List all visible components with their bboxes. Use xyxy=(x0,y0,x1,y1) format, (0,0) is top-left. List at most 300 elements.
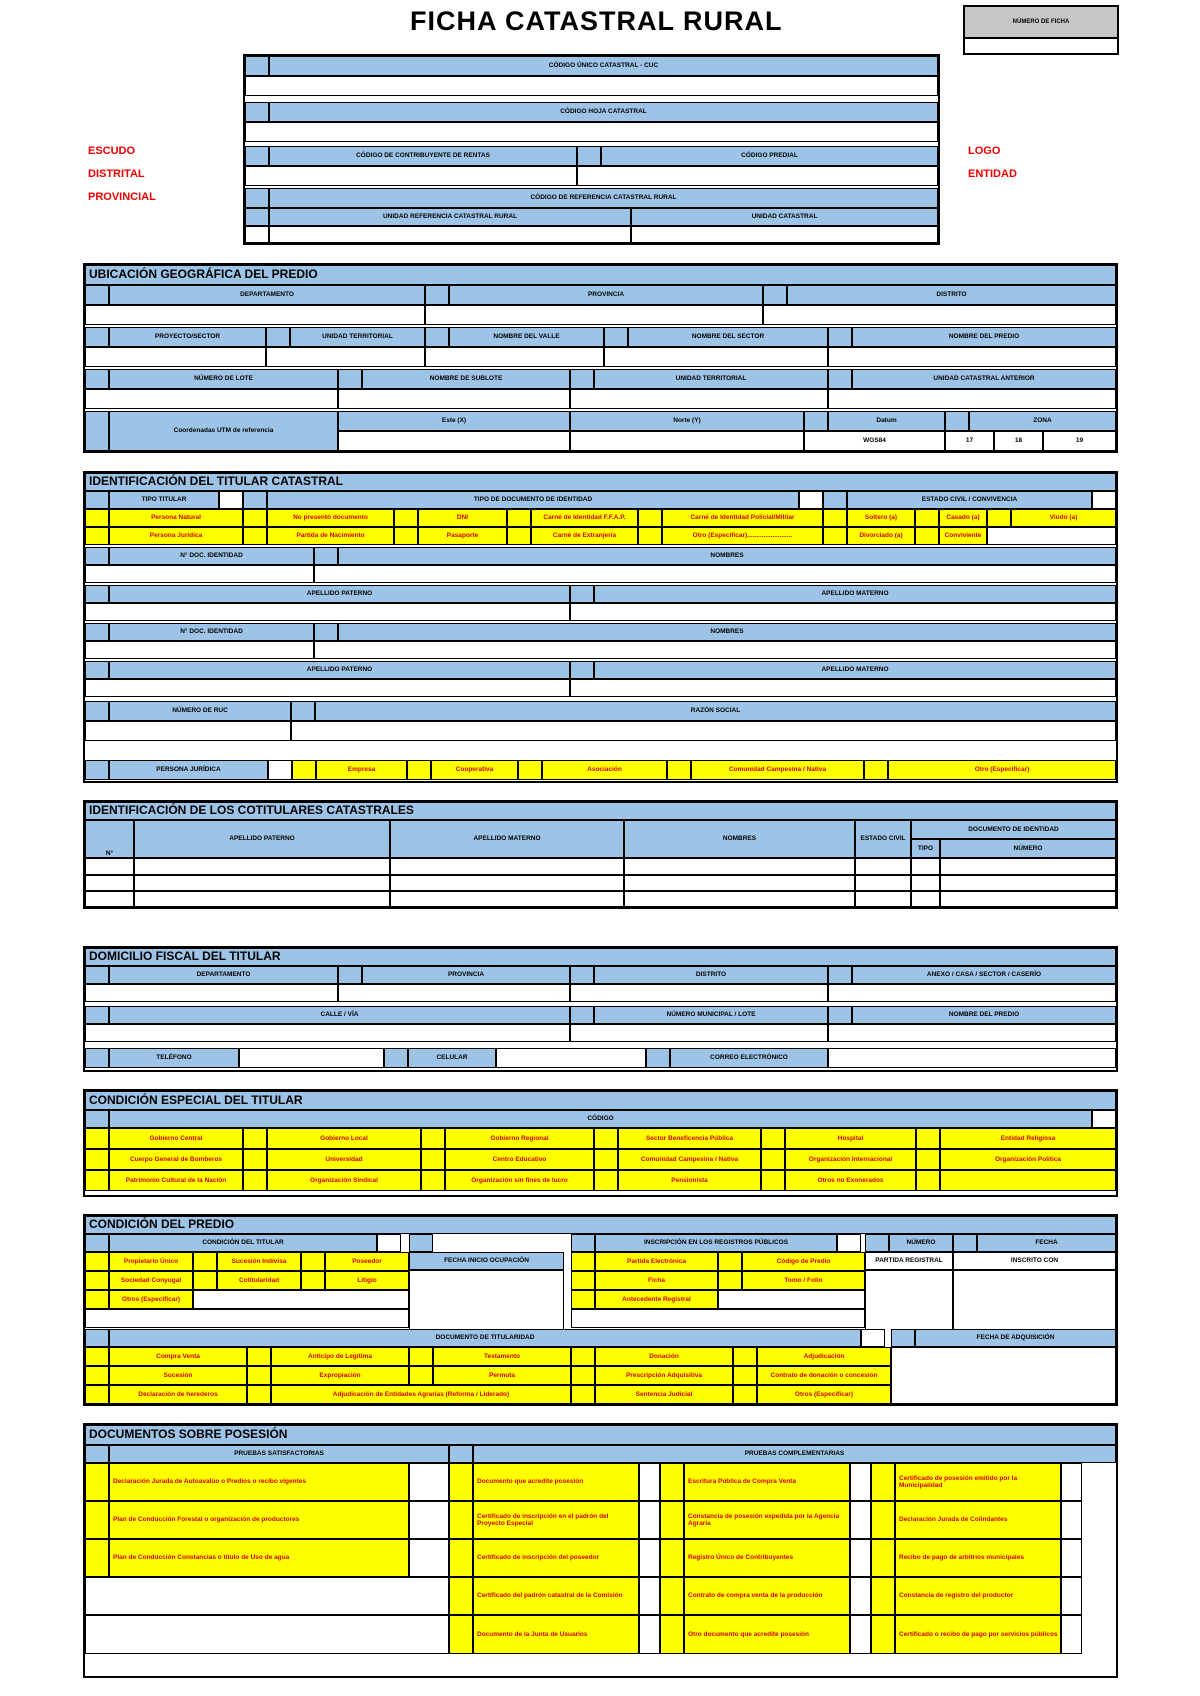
ap-mat-input-2[interactable] xyxy=(570,679,1116,697)
pruebas-sat-item[interactable]: Plan de Conducción Forestal o organización de productores xyxy=(109,1501,409,1539)
field-number xyxy=(638,527,662,545)
celular-input[interactable] xyxy=(496,1048,646,1068)
dom-predio-input[interactable] xyxy=(828,1024,1116,1042)
field-number xyxy=(85,701,109,721)
unidad-ref-input[interactable] xyxy=(269,226,631,243)
cond-esp-option[interactable]: Sector Beneficencia Pública xyxy=(618,1128,761,1149)
field-number xyxy=(85,1006,109,1024)
titular-title: IDENTIFICACIÓN DEL TITULAR CATASTRAL xyxy=(85,473,1116,491)
top-code-block xyxy=(243,54,940,245)
antecedente-input[interactable] xyxy=(718,1290,865,1309)
cond-esp-option[interactable]: Gobierno Local xyxy=(267,1128,421,1149)
field-number xyxy=(828,369,852,389)
field-number xyxy=(243,1128,267,1149)
inscripcion-option[interactable]: Tomo / Folio xyxy=(742,1271,865,1290)
pruebas-comp-item[interactable]: Registro Único de Contribuyentes xyxy=(684,1539,850,1577)
check-cell[interactable] xyxy=(1061,1615,1082,1654)
table-cell[interactable] xyxy=(624,875,855,891)
field-number xyxy=(85,1501,109,1539)
dom-distrito-label: DISTRITO xyxy=(594,966,828,984)
cond-titular-option[interactable]: Litigio xyxy=(325,1271,409,1290)
ruc-input[interactable] xyxy=(85,721,291,741)
inscripcion-option[interactable]: Partida Electrónica xyxy=(595,1252,718,1271)
escudo-line-2: DISTRITAL xyxy=(88,168,145,180)
dom-calle-input[interactable] xyxy=(85,1024,570,1042)
pers-jur-input[interactable] xyxy=(268,760,292,780)
zona-17[interactable]: 17 xyxy=(945,431,994,451)
table-cell[interactable] xyxy=(390,858,624,875)
check-cell[interactable] xyxy=(639,1463,660,1501)
field-number xyxy=(247,1385,271,1404)
field-number xyxy=(247,1347,271,1366)
field-number xyxy=(384,1048,408,1068)
field-number xyxy=(85,411,109,451)
opt-carne-ext[interactable]: Carné de Extranjería xyxy=(531,527,638,545)
cond-esp-codigo-input[interactable] xyxy=(1092,1110,1116,1128)
table-cell[interactable] xyxy=(940,875,1116,891)
col-estado: ESTADO CIVIL xyxy=(855,820,911,858)
field-number xyxy=(85,491,109,509)
opt-viudo[interactable]: Viudo (a) xyxy=(1011,509,1116,527)
doc-option[interactable]: Testamento xyxy=(433,1347,571,1366)
empty-cell xyxy=(987,527,1116,545)
valle-input[interactable] xyxy=(425,347,604,367)
field-number xyxy=(85,1128,109,1149)
titular-section xyxy=(83,471,1118,783)
cuc-input[interactable] xyxy=(245,76,938,96)
pruebas-comp-item[interactable]: Constancia de registro del productor xyxy=(895,1577,1061,1615)
tipo-doc-label: TIPO DE DOCUMENTO DE IDENTIDAD xyxy=(267,491,799,509)
cond-esp-option[interactable] xyxy=(940,1170,1116,1191)
table-cell[interactable] xyxy=(85,891,134,907)
cond-esp-option[interactable]: Organización Internacional xyxy=(785,1149,916,1170)
pruebas-comp-item[interactable]: Contrato de compra venta de la producción xyxy=(684,1577,850,1615)
opt-empresa[interactable]: Empresa xyxy=(316,760,407,780)
departamento-input[interactable] xyxy=(85,305,425,325)
cond-esp-option[interactable]: Entidad Religiosa xyxy=(940,1128,1116,1149)
pruebas-comp-item[interactable]: Constancia de posesión expedida por la Agencia Agraria xyxy=(684,1501,850,1539)
cond-titular-option[interactable]: Sucesión Indivisa xyxy=(217,1252,301,1271)
proyecto-input[interactable] xyxy=(85,347,266,367)
cond-esp-option[interactable]: Hospital xyxy=(785,1128,916,1149)
empty-cell xyxy=(85,1615,449,1654)
field-number xyxy=(449,1577,473,1615)
ap-pat-input-2[interactable] xyxy=(85,679,570,697)
check-cell[interactable] xyxy=(850,1615,871,1654)
field-number xyxy=(660,1463,684,1501)
doc-option[interactable]: Sucesión xyxy=(109,1366,247,1385)
check-cell[interactable] xyxy=(1061,1501,1082,1539)
field-number xyxy=(85,1149,109,1170)
predial-input[interactable] xyxy=(577,166,938,186)
table-cell[interactable] xyxy=(134,875,390,891)
check-cell[interactable] xyxy=(639,1539,660,1577)
nombre-predio-label: NOMBRE DEL PREDIO xyxy=(852,327,1116,347)
field-number xyxy=(449,1501,473,1539)
field-number xyxy=(916,1149,940,1170)
inscripcion-option[interactable]: Código de Predio xyxy=(742,1252,865,1271)
unidad-input[interactable] xyxy=(631,226,938,243)
sector-input[interactable] xyxy=(604,347,828,367)
opt-casado[interactable]: Casado (a) xyxy=(939,509,987,527)
ap-mat-label-2: APELLIDO MATERNO xyxy=(594,661,1116,679)
field-number xyxy=(245,188,269,208)
doc-titularidad-input[interactable] xyxy=(861,1329,885,1347)
nro-doc-label: N° DOC. IDENTIDAD xyxy=(109,547,314,565)
pruebas-comp-item[interactable]: Escritura Pública de Compra Venta xyxy=(684,1463,850,1501)
table-cell[interactable] xyxy=(134,891,390,907)
ruc-label: NÚMERO DE RUC xyxy=(109,701,291,721)
ap-pat-label-2: APELLIDO PATERNO xyxy=(109,661,570,679)
opt-conviviente[interactable]: Conviviente xyxy=(939,527,987,545)
lote-label: NÚMERO DE LOTE xyxy=(109,369,338,389)
check-cell[interactable] xyxy=(1061,1539,1082,1577)
fecha-adq-input[interactable] xyxy=(891,1347,1116,1404)
opt-soltero[interactable]: Soltero (a) xyxy=(847,509,915,527)
ficha-number-box[interactable] xyxy=(963,5,1119,55)
doc-option[interactable]: Prescripción Adquisitiva xyxy=(595,1366,733,1385)
cond-esp-option[interactable]: Organización Sindical xyxy=(267,1170,421,1191)
ap-pat-input[interactable] xyxy=(85,603,570,621)
cond-esp-option[interactable]: Centro Educativo xyxy=(445,1149,594,1170)
field-number xyxy=(421,1128,445,1149)
check-cell[interactable] xyxy=(1061,1577,1082,1615)
field-number xyxy=(571,1347,595,1366)
check-cell[interactable] xyxy=(639,1615,660,1654)
field-number xyxy=(85,1110,109,1128)
correo-input[interactable] xyxy=(828,1048,1116,1068)
ucat-ant-input[interactable] xyxy=(828,389,1116,409)
table-cell[interactable] xyxy=(85,875,134,891)
distrito-input[interactable] xyxy=(763,305,1116,325)
field-number xyxy=(245,208,269,226)
pruebas-comp-item[interactable]: Certificado de posesión emitido por la Municipalidad xyxy=(895,1463,1061,1501)
doc-option[interactable]: Sentencia Judicial xyxy=(595,1385,733,1404)
field-number xyxy=(916,1170,940,1191)
field-number xyxy=(421,1149,445,1170)
opt-otro-doc[interactable]: Otro (Especificar)......................... xyxy=(662,527,823,545)
check-cell[interactable] xyxy=(850,1463,871,1501)
unidad-territorial-input[interactable] xyxy=(266,347,425,367)
zona-18[interactable]: 18 xyxy=(994,431,1043,451)
field-number xyxy=(915,527,939,545)
provincia-input[interactable] xyxy=(425,305,763,325)
cond-esp-option[interactable]: Pensionista xyxy=(618,1170,761,1191)
field-number xyxy=(85,966,109,984)
condicion-predio-section xyxy=(83,1214,1118,1406)
sublote-input[interactable] xyxy=(338,389,570,409)
doc-option[interactable]: Donación xyxy=(595,1347,733,1366)
field-number xyxy=(409,1234,433,1252)
field-number xyxy=(864,760,888,780)
opt-divorciado[interactable]: Divorciado (a) xyxy=(847,527,915,545)
check-cell[interactable] xyxy=(639,1501,660,1539)
dom-distrito-input[interactable] xyxy=(570,984,828,1002)
estado-civil-input[interactable] xyxy=(1092,491,1116,509)
field-number xyxy=(85,1385,109,1404)
nro-doc-input-2[interactable] xyxy=(85,641,314,659)
cond-esp-option[interactable]: Comunidad Campesina / Nativa xyxy=(618,1149,761,1170)
pruebas-comp-item[interactable]: Certificado del padrón catastral de la Comisión xyxy=(473,1577,639,1615)
table-cell[interactable] xyxy=(390,875,624,891)
pruebas-comp-item[interactable]: Certificado o recibo de pago por servicios públicos xyxy=(895,1615,1061,1654)
cond-esp-option[interactable]: Gobierno Regional xyxy=(445,1128,594,1149)
cond-titular-option[interactable]: Poseedor xyxy=(325,1252,409,1271)
doc-option[interactable]: Adjudicación xyxy=(757,1347,891,1366)
field-number xyxy=(301,1252,325,1271)
nombres-input-2[interactable] xyxy=(314,641,1116,659)
table-cell[interactable] xyxy=(85,858,134,875)
opt-comunidad[interactable]: Comunidad Campesina / Nativa xyxy=(691,760,864,780)
ap-pat-label: APELLIDO PATERNO xyxy=(109,585,570,603)
table-cell[interactable] xyxy=(134,858,390,875)
check-cell[interactable] xyxy=(1061,1463,1082,1501)
norte-input[interactable] xyxy=(570,431,804,451)
pruebas-comp-item[interactable]: Certificado de inscripción en el padrón del Proyecto Especial xyxy=(473,1501,639,1539)
cond-titular-option[interactable]: Cotitularidad xyxy=(217,1271,301,1290)
tipo-titular-label: TIPO TITULAR xyxy=(109,491,219,509)
col-doc: DOCUMENTO DE IDENTIDAD xyxy=(911,820,1116,839)
telefono-input[interactable] xyxy=(239,1048,384,1068)
doc-option[interactable]: Contrato de donación o concesión xyxy=(757,1366,891,1385)
ap-mat-input[interactable] xyxy=(570,603,1116,621)
field-number xyxy=(733,1347,757,1366)
doc-option[interactable]: Adjudicación de Entidades Agrarias (Reforma / Liderado) xyxy=(271,1385,571,1404)
cond-titular-option[interactable]: Sociedad Conyugal xyxy=(109,1271,193,1290)
cond-esp-option[interactable]: Gobierno Central xyxy=(109,1128,243,1149)
predial-label: CÓDIGO PREDIAL xyxy=(601,146,938,166)
provincia-label: PROVINCIA xyxy=(449,285,763,305)
ubicacion-section xyxy=(83,263,1118,453)
inscripcion-option[interactable]: Ficha xyxy=(595,1271,718,1290)
ut-input[interactable] xyxy=(570,389,828,409)
field-number xyxy=(85,369,109,389)
lote-input[interactable] xyxy=(85,389,338,409)
opt-persona-natural[interactable]: Persona Natural xyxy=(109,509,243,527)
hoja-input[interactable] xyxy=(245,122,938,142)
pruebas-sat-item[interactable]: Plan de Conducción Constancias o titulo de Uso de agua xyxy=(109,1539,409,1577)
doc-option[interactable]: Otros (Especificar) xyxy=(757,1385,891,1404)
pruebas-comp-item[interactable]: Recibo de pago de arbitrios municipales xyxy=(895,1539,1061,1577)
dom-provincia-input[interactable] xyxy=(338,984,570,1002)
opt-persona-juridica[interactable]: Persona Jurídica xyxy=(109,527,243,545)
opt-otro[interactable]: Otro (Especificar) xyxy=(888,760,1116,780)
ubicacion-title: UBICACIÓN GEOGRÁFICA DEL PREDIO xyxy=(85,265,1116,285)
contribuyente-input[interactable] xyxy=(245,166,577,186)
dom-departamento-label: DEPARTAMENTO xyxy=(109,966,338,984)
pruebas-sat-label: PRUEBAS SATISFACTORIAS xyxy=(109,1445,449,1463)
check-cell[interactable] xyxy=(409,1501,449,1539)
ficha-number-label: NÚMERO DE FICHA xyxy=(965,7,1117,39)
nombres-label: NOMBRES xyxy=(338,547,1116,565)
nro-doc-input[interactable] xyxy=(85,565,314,583)
zona-label: ZONA xyxy=(969,411,1116,431)
fecha-adq-label: FECHA DE ADQUISICIÓN xyxy=(915,1329,1116,1347)
table-cell[interactable] xyxy=(911,858,940,875)
cond-titular-option[interactable]: Otros (Especificar) xyxy=(109,1290,193,1309)
cond-esp-option[interactable]: Patrimonio Cultural de la Nación xyxy=(109,1170,243,1191)
field-number xyxy=(594,1128,618,1149)
inscrito-label: INSCRITO CON xyxy=(953,1252,1116,1270)
field-number xyxy=(953,1234,977,1252)
opt-ffaa[interactable]: Carné de Identidad F.F.A.P. xyxy=(531,509,638,527)
ucat-ant-label: UNIDAD CATASTRAL ANTERIOR xyxy=(852,369,1116,389)
doc-option[interactable]: Anticipo de Legítima xyxy=(271,1347,409,1366)
dom-anexo-input[interactable] xyxy=(828,984,1116,1002)
table-cell[interactable] xyxy=(911,875,940,891)
field-number xyxy=(243,527,267,545)
doc-option[interactable]: Expropiación xyxy=(271,1366,409,1385)
field-number xyxy=(85,1347,109,1366)
field-number xyxy=(85,661,109,679)
ap-mat-label: APELLIDO MATERNO xyxy=(594,585,1116,603)
field-number xyxy=(338,369,362,389)
nombre-predio-input[interactable] xyxy=(828,347,1116,367)
tipo-titular-input[interactable] xyxy=(219,491,243,509)
cond-esp-option[interactable]: Otros no Exonerados xyxy=(785,1170,916,1191)
table-cell[interactable] xyxy=(940,891,1116,907)
field-number xyxy=(243,1149,267,1170)
datum-wgs84[interactable]: WGS84 xyxy=(804,431,945,451)
doc-option[interactable]: Permuta xyxy=(433,1366,571,1385)
field-number xyxy=(518,760,542,780)
razon-input[interactable] xyxy=(291,721,1116,741)
doc-option[interactable]: Declaración de herederos xyxy=(109,1385,247,1404)
table-cell[interactable] xyxy=(390,891,624,907)
opt-asociacion[interactable]: Asociación xyxy=(542,760,667,780)
inscripcion-input[interactable] xyxy=(837,1234,861,1252)
table-cell[interactable] xyxy=(940,858,1116,875)
field-number xyxy=(891,1329,915,1347)
field-number xyxy=(871,1501,895,1539)
cond-esp-option[interactable]: Universidad xyxy=(267,1149,421,1170)
check-cell[interactable] xyxy=(409,1539,449,1577)
field-number xyxy=(604,327,628,347)
pers-jur-label: PERSONA JURÍDICA xyxy=(109,760,268,780)
field-number xyxy=(243,491,267,509)
table-cell[interactable] xyxy=(624,858,855,875)
table-cell[interactable] xyxy=(624,891,855,907)
check-cell[interactable] xyxy=(409,1463,449,1501)
field-number xyxy=(570,661,594,679)
proyecto-label: PROYECTO/SECTOR xyxy=(109,327,266,347)
tipo-doc-input[interactable] xyxy=(799,491,823,509)
col-ap-pat: APELLIDO PATERNO xyxy=(134,820,390,858)
field-number xyxy=(570,1006,594,1024)
check-cell[interactable] xyxy=(850,1577,871,1615)
field-number xyxy=(85,585,109,603)
domicilio-title: DOMICILIO FISCAL DEL TITULAR xyxy=(85,948,1116,966)
table-cell[interactable] xyxy=(855,875,911,891)
empty-cell xyxy=(245,226,269,243)
sublote-label: NOMBRE DE SUBLOTE xyxy=(362,369,570,389)
field-number xyxy=(266,327,290,347)
field-number xyxy=(85,327,109,347)
escudo-placeholder xyxy=(88,140,156,209)
pruebas-sat-item[interactable]: Declaración Jurada de Autoavalúo o Predios o recibo vigentes xyxy=(109,1463,409,1501)
opt-partida[interactable]: Partida de Nacimiento xyxy=(267,527,394,545)
field-number xyxy=(804,411,828,431)
field-number xyxy=(338,966,362,984)
field-number xyxy=(733,1385,757,1404)
field-number xyxy=(570,585,594,603)
field-number xyxy=(425,327,449,347)
doc-option[interactable]: Compra Venta xyxy=(109,1347,247,1366)
logo-placeholder xyxy=(968,140,1017,186)
dom-numero-input[interactable] xyxy=(570,1024,828,1042)
cond-esp-option[interactable]: Organización sin fines de lucro xyxy=(445,1170,594,1191)
field-number xyxy=(660,1539,684,1577)
cond-titular-option[interactable]: Propietario Único xyxy=(109,1252,193,1271)
cond-titular-label: CONDICIÓN DEL TITULAR xyxy=(109,1234,377,1252)
inscripcion-label: INSCRIPCIÓN EN LOS REGISTROS PÚBLICOS xyxy=(595,1234,837,1252)
field-number xyxy=(871,1615,895,1654)
dom-numero-label: NÚMERO MUNICIPAL / LOTE xyxy=(594,1006,828,1024)
inscripcion-option[interactable]: Antecedente Registral xyxy=(595,1290,718,1309)
numero-label: NÚMERO xyxy=(889,1234,953,1252)
coords-label: Coordenadas UTM de referencia xyxy=(109,411,338,451)
opt-carne-id-mil[interactable]: Carné de Identidad Policial/Militar xyxy=(662,509,823,527)
pruebas-comp-item[interactable]: Otro documento que acredite posesión xyxy=(684,1615,850,1654)
docs-pos-title: DOCUMENTOS SOBRE POSESIÓN xyxy=(85,1425,1116,1445)
field-number xyxy=(638,509,662,527)
field-number xyxy=(571,1290,595,1309)
nombres-input[interactable] xyxy=(314,565,1116,583)
field-number xyxy=(409,1347,433,1366)
nro-doc-label-2: N° DOC. IDENTIDAD xyxy=(109,623,314,641)
table-cell[interactable] xyxy=(911,891,940,907)
table-cell[interactable] xyxy=(855,891,911,907)
field-number xyxy=(245,102,269,122)
opt-dni[interactable]: DNI xyxy=(418,509,507,527)
check-cell[interactable] xyxy=(850,1539,871,1577)
check-cell[interactable] xyxy=(850,1501,871,1539)
pruebas-comp-item[interactable]: Certificado de inscripción del poseedor xyxy=(473,1539,639,1577)
zona-19[interactable]: 19 xyxy=(1043,431,1116,451)
opt-no-presento[interactable]: No presentó documento xyxy=(267,509,394,527)
field-number xyxy=(871,1463,895,1501)
ref-rural-label: CÓDIGO DE REFERENCIA CATASTRAL RURAL xyxy=(269,188,938,208)
field-number xyxy=(660,1615,684,1654)
col-numero: NÚMERO xyxy=(940,839,1116,858)
dom-departamento-input[interactable] xyxy=(85,984,338,1002)
opt-pasaporte[interactable]: Pasaporte xyxy=(418,527,507,545)
empty-cell xyxy=(85,1577,449,1615)
field-number xyxy=(449,1539,473,1577)
check-cell[interactable] xyxy=(639,1577,660,1615)
field-number xyxy=(660,1577,684,1615)
pruebas-comp-item[interactable]: Declaración Jurada de Colindantes xyxy=(895,1501,1061,1539)
table-cell[interactable] xyxy=(855,858,911,875)
condicion-especial-section xyxy=(83,1089,1118,1197)
cond-esp-option[interactable]: Cuerpo General de Bomberos xyxy=(109,1149,243,1170)
field-number xyxy=(245,146,269,166)
distrito-label: DISTRITO xyxy=(787,285,1116,305)
field-number xyxy=(718,1271,742,1290)
otro-input[interactable] xyxy=(193,1290,409,1309)
cond-esp-option[interactable]: Organización Política xyxy=(940,1149,1116,1170)
cond-titular-input[interactable] xyxy=(377,1234,401,1252)
field-number xyxy=(85,1463,109,1501)
escudo-line-1: ESCUDO xyxy=(88,145,136,157)
cuc-label: CÓDIGO ÚNICO CATASTRAL - CUC xyxy=(269,56,938,76)
field-number xyxy=(85,1170,109,1191)
pruebas-comp-item[interactable]: Documento de la Junta de Usuarios xyxy=(473,1615,639,1654)
este-input[interactable] xyxy=(338,431,570,451)
pruebas-comp-item[interactable]: Documento que acredite posesión xyxy=(473,1463,639,1501)
opt-cooperativa[interactable]: Cooperativa xyxy=(431,760,518,780)
field-number xyxy=(394,527,418,545)
